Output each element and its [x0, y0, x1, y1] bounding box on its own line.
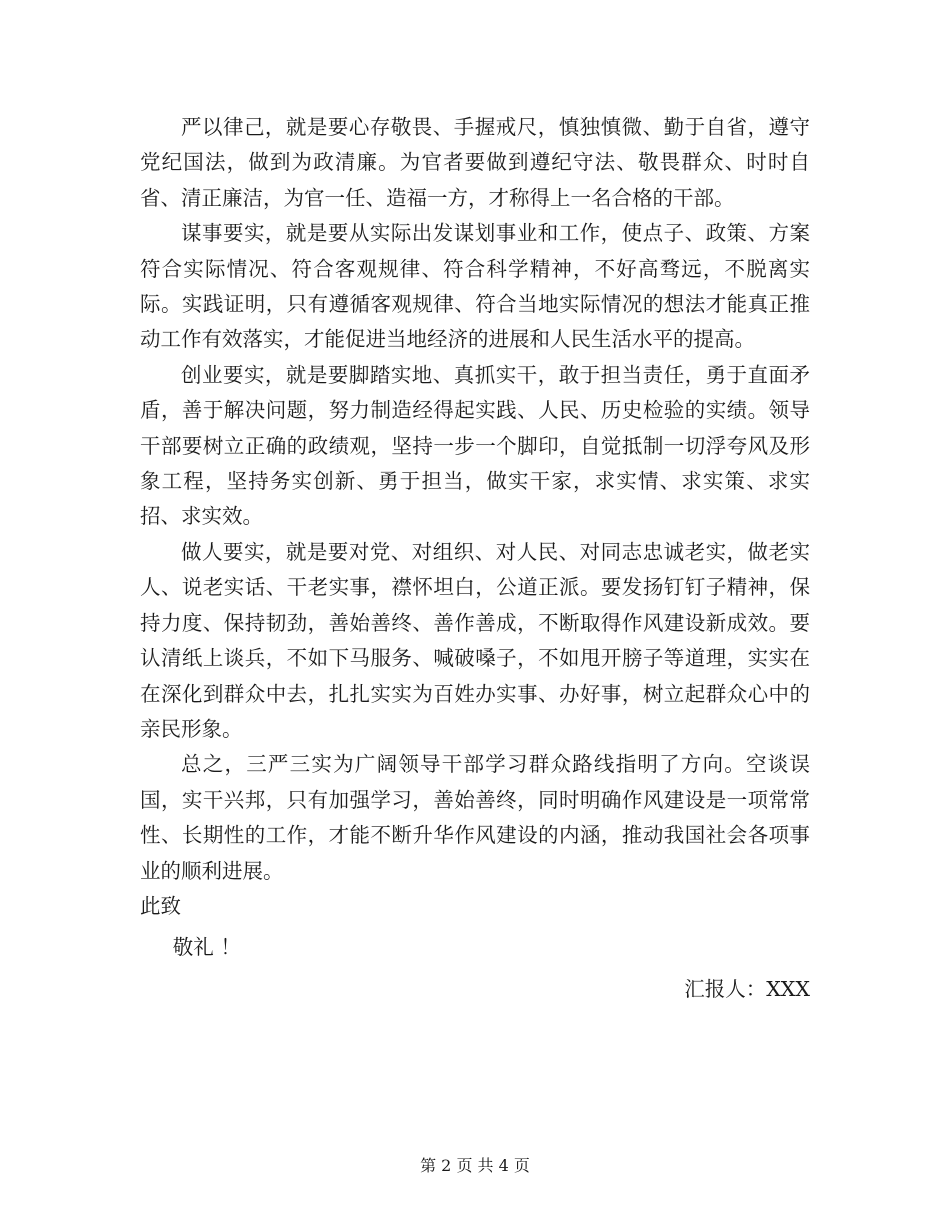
paragraph-entrepreneurship: 创业要实，就是要脚踏实地、真抓实干，敢于担当责任，勇于直面矛盾，善于解决问题，努力制造经得起实践、人民、历史检验的实绩。领导干部要树立正确的政绩观，坚持一步一个脚印，自觉抵制一切浮夸风及形象工程，坚持务实创新、勇于担当，做实干家，求实情、求实策、求实招、求实效。 — [140, 362, 810, 529]
salute-text: 敬礼 ！ — [172, 935, 241, 960]
paragraph-conduct: 做人要实，就是要对党、对组织、对人民、对同志忠诚老实，做老实人、说老实话、干老实事，襟怀坦白，公道正派。要发扬钉钉子精神，保持力度、保持韧劲，善始善终、善作善成，不断取得作风建设新成效。要认清纸上谈兵，不如下马服务、喊破嗓子，不如甩开膀子等道理，实实在在深化到群众中去，扎扎实实为百姓办实事、办好事，树立起群众心中的亲民形象。 — [140, 539, 810, 741]
signature: 汇报人：XXX — [684, 976, 810, 1001]
paragraph-conclusion: 总之，三严三实为广阔领导干部学习群众路线指明了方向。空谈误国，实干兴邦，只有加强学习，善始善终，同时明确作风建设是一项常常性、长期性的工作，才能不断升华作风建设的内涵，推动我国社会各项事业的顺利进展。 — [140, 752, 810, 883]
page-number-footer: 第 2 页 共 4 页 — [420, 1156, 530, 1175]
paragraph-self-discipline: 严以律己，就是要心存敬畏、手握戒尺，慎独慎微、勤于自省，遵守党纪国法，做到为政清廉。为官者要做到遵纪守法、敬畏群众、时时自省、清正廉洁，为官一任、造福一方，才称得上一名合格的干部。 — [140, 115, 810, 210]
paragraph-planning: 谋事要实，就是要从实际出发谋划事业和工作，使点子、政策、方案符合实际情况、符合客观规律、符合科学精神，不好高骛远，不脱离实际。实践证明，只有遵循客观规律、符合当地实际情况的想法才能真正推动工作有效落实，才能促进当地经济的进展和人民生活水平的提高。 — [140, 221, 810, 352]
closing-text: 此致 — [140, 893, 181, 918]
document-body — [140, 110, 810, 1007]
